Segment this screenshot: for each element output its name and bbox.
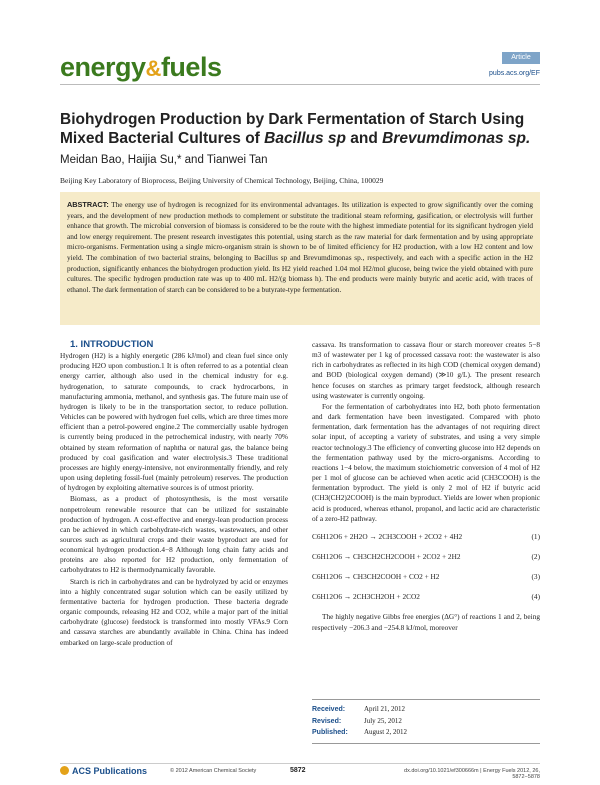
title-conjunction: and: [345, 130, 383, 147]
paragraph: Biomass, as a product of photosynthesis, is the most versatile nonpetroleum renewable resource that can be utilized for sustainable production of hydrogen. A cost-effective and energy-lean production process can be achieved in which carbohydrate-rich wastes, wastewaters, and other sources such as agricultural crops and their waste byproduct are used for economical hydrogen production.4−8 Although long chain fatty acids and proteins are also reported for H2 production, only fermentation of carbohydrates to H2 is thermodynamically favorable.: [60, 494, 288, 575]
footer-divider: [60, 763, 540, 764]
journal-url-link[interactable]: pubs.acs.org/EF: [489, 70, 540, 77]
equation-text: C6H12O6 → CH3CH2CH2COOH + 2CO2 + 2H2: [312, 551, 461, 561]
received-label: Received:: [312, 706, 346, 713]
page-number: 5872: [290, 767, 306, 774]
equation-3: [312, 572, 540, 582]
journal-logo: [60, 52, 221, 83]
paragraph: cassava. Its transformation to cassava flour or starch moreover creates 5−8 m3 of wastewater per 1 kg of processed cassava root: the wastewater is also rich in carbohydrates as reflected in its high COD (chemical oxygen demand) and BOD (biological oxygen demand) (≫10 g/L). The present research hence focuses on starches as primary target feedstock, although research using wastewater is currently ongoing.: [312, 340, 540, 400]
equation-number: (3): [531, 572, 540, 582]
title-text: Biohydrogen Production by Dark Fermentation of Starch Using Mixed Bacterial Cultures of: [60, 111, 525, 147]
header-divider: [60, 84, 540, 85]
article-type-badge: Article: [502, 52, 540, 64]
article-title: [60, 110, 540, 148]
acs-logo-icon: [60, 766, 69, 775]
paragraph: Starch is rich in carbohydrates and can be hydrolyzed by acid or enzymes into a highly concentrated sugar solution which can be easily utilized by fermentative bacteria for hydrogen production. These bacteria degrade organic compounds, releasing H2 and CO2, while a major part of the initial carbohydrate (glucose) feedstock is transformed into mostly VFAs.9 Corn and cassava starches are abundantly available in China. China has indeed embarked on large-scale production of: [60, 576, 288, 647]
section-heading: 1. INTRODUCTION: [70, 339, 154, 350]
revised-date: July 25, 2012: [364, 716, 402, 725]
doi-citation[interactable]: dx.doi.org/10.1021/ef300666m | Energy Fuels 2012, 26, 5872−5878: [404, 768, 540, 780]
abstract-label: ABSTRACT:: [67, 200, 109, 209]
equation-text: C6H12O6 → 2CH3CH2OH + 2CO2: [312, 592, 420, 602]
equation-1: [312, 532, 540, 542]
logo-text-energy: energy: [60, 52, 146, 82]
abstract-box: [60, 192, 540, 325]
paragraph: The highly negative Gibbs free energies (ΔG°) of reactions 1 and 2, being respectively −206.3 and −254.8 kJ/mol, moreover: [312, 612, 540, 632]
abstract-text: The energy use of hydrogen is recognized for its environmental advantages. Its utilization is expected to grow significantly over the coming years, and the development of new production methods to complement or substitute the traditional steam reforming, gasification, or electrolysis will further enhance that growth. The microbial conversion of biomass is considered to be the route with the highest immediate potential for its significant hydrogen yield and low energy requirement. The present research investigates this potential, using starch as the raw material for dark fermentation and by using appropriate micro-organisms. Fermentation using a single micro-organism strain is shown to be of limited efficiency for H2 production, with a low H2 content and low yield. The combination of two bacterial strains, belonging to Bacillus sp and Brevumdimonas sp., respectively, and each with a specific action in the H2 production, significantly enhances the biohydrogen production yield. Its H2 yield reached 1.04 mol H2/mol glucose, being twice the yield obtained with pure cultures. The specific hydrogen production rate was up to 400 mL H2/(g biomass h). The end products were mainly butyric and acetic acid, with traces of ethanol. The dark fermentation of starch can be considered to be a butyrate-type fermentation.: [67, 200, 534, 294]
published-date: August 2, 2012: [364, 728, 407, 736]
equation-4: [312, 592, 540, 602]
published-label: Published:: [312, 729, 348, 736]
right-column: [312, 340, 540, 634]
copyright-notice: © 2012 American Chemical Society: [170, 768, 257, 774]
author-list: Meidan Bao, Haijia Su,* and Tianwei Tan: [60, 154, 268, 166]
paragraph: Hydrogen (H2) is a highly energetic (286 kJ/mol) and clean fuel since only producing H2O upon combustion.1 It is often referred to as a potential clean energy carrier, although also used in the chemical industry for e.g. hydrogenation, to saturate compounds, to crack hydrocarbons, in manufacturing ammonia, methanol, and synthesis gas. The future main use of hydrogen is likely to be in the transportation sector, to reduce pollution. Vehicles can be powered with hydrogen fuel cells, which are three times more efficient than a petrol-powered engine.2 The commercially usable hydrogen is currently being produced in the petrochemical industry, with nearly 70% obtained by steam reformation of naphtha or natural gas, the balance being produced by coal gasification and water electrolysis.3 These traditional processes are highly energy-intensive, not environmentally friendly, and rely upon using depleting fossil-fuel (mainly petroleum) reserves. The production of hydrogen by exploiting alternative sources is of utmost priority.: [60, 351, 288, 493]
revised-label: Revised:: [312, 717, 342, 725]
paragraph: For the fermentation of carbohydrates into H2, both photo fermentation and dark fermentation have been investigated. Compared with photo fermentation, dark fermentation has the advantages of not requiring direct solar input, of accepting a variety of substrates, and using a very simple reactor technology.3 The efficiency of converting glucose into H2 depends on the fermentation pathway used by the micro-organisms. According to reactions 1−4 below, the maximum stoichiometric conversion of 4 mol of H2 per 1 mol of glucose can be achieved when acetic acid (CH3COOH) is the fermentation byproduct. The yield is only 2 mol of H2 if butyric acid (CH3(CH2)2COOH) is the main byproduct. Yields are lower when propionic acid is produced, whereas ethanol, propanol, and lactic acid are characteristic of a zero-H2 pathway.: [312, 401, 540, 523]
title-species-2: Brevumdimonas sp.: [382, 130, 531, 147]
equation-2: [312, 552, 540, 562]
title-species-1: Bacillus sp: [264, 130, 346, 147]
equation-number: (2): [531, 551, 540, 561]
publication-history: [312, 699, 540, 744]
affiliation: Beijing Key Laboratory of Bioprocess, Beijing University of Chemical Technology, Beijing, China, 100029: [60, 176, 384, 185]
equation-number: (1): [531, 531, 540, 541]
logo-text-fuels: fuels: [160, 52, 222, 82]
equation-text: C6H12O6 → CH3CH2COOH + CO2 + H2: [312, 572, 440, 582]
acs-logo-text: ACS Publications: [72, 766, 148, 776]
acs-publications-logo: [60, 766, 147, 776]
equation-text: C6H12O6 + 2H2O → 2CH3COOH + 2CO2 + 4H2: [312, 531, 463, 541]
left-column: [60, 340, 288, 649]
equation-number: (4): [531, 592, 540, 602]
received-date: April 21, 2012: [364, 705, 406, 713]
logo-ampersand: &: [145, 56, 161, 81]
